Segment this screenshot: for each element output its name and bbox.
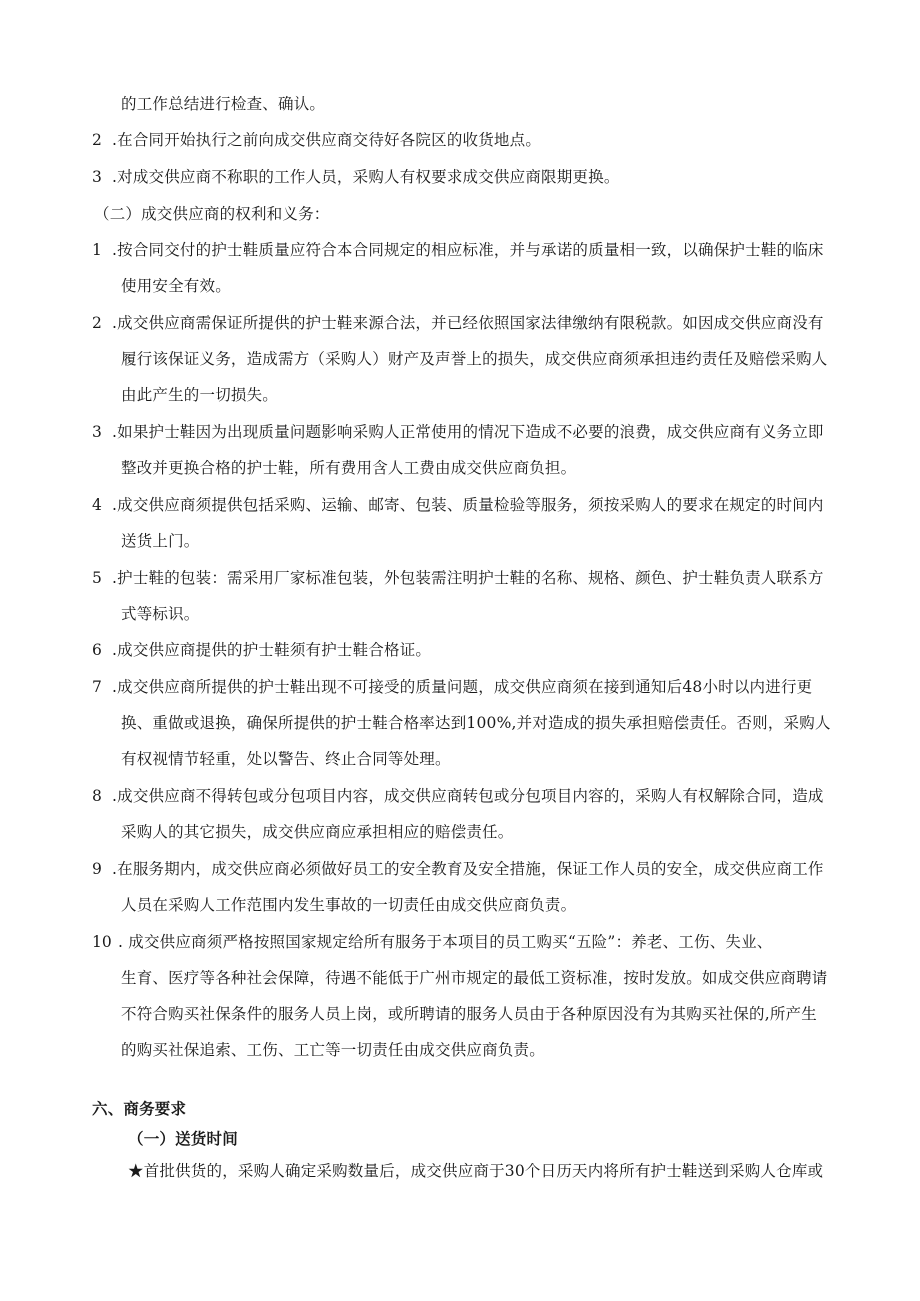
- list-item-continuation: 送货上门。: [121, 532, 200, 550]
- list-item: .成交供应商须提供包括采购、运输、邮寄、包装、质量检验等服务，须按采购人的要求在规定的时间内: [112, 496, 824, 514]
- list-item: .成交供应商所提供的护士鞋出现不可接受的质量问题，成交供应商须在接到通知后48小时以内进行更: [112, 678, 813, 696]
- list-item-continuation: 人员在采购人工作范围内发生事故的一切责任由成交供应商负责。: [121, 896, 577, 914]
- list-item: .如果护士鞋因为出现质量问题影响采购人正常使用的情况下造成不必要的浪费，成交供应商有义务立即: [112, 423, 824, 441]
- item-number: 5: [92, 569, 102, 587]
- list-item: . 成交供应商须严格按照国家规定给所有服务于本项目的员工购买“五险”：养老、工伤、失业、: [118, 933, 773, 951]
- list-item: .在服务期内，成交供应商必须做好员工的安全教育及安全措施，保证工作人员的安全，成交供应商工作: [112, 860, 824, 878]
- list-item-continuation: 采购人的其它损失，成交供应商应承担相应的赔偿责任。: [121, 823, 514, 841]
- list-item-continuation: 有权视情节轻重，处以警告、终止合同等处理。: [121, 750, 451, 768]
- list-item-continuation: 式等标识。: [121, 605, 200, 623]
- list-item-continuation: 生育、医疗等各种社会保障，待遇不能低于广州市规定的最低工资标准，按时发放。如成交供应商聘请: [121, 969, 828, 987]
- item-number: 3: [92, 423, 102, 441]
- item-number: 6: [92, 641, 102, 659]
- list-item-continuation: 的购买社保追索、工伤、工亡等一切责任由成交供应商负责。: [121, 1041, 545, 1059]
- item-number: 2: [92, 131, 102, 149]
- subsection-heading: （一）送货时间: [128, 1130, 238, 1148]
- paragraph: ★首批供货的，采购人确定采购数量后，成交供应商于30个日历天内将所有护士鞋送到采购人仓库或: [128, 1162, 824, 1180]
- intro-line: 的工作总结进行检查、确认。: [121, 95, 326, 113]
- section-heading: （二）成交供应商的权利和义务：: [94, 205, 330, 223]
- list-item: .成交供应商不得转包或分包项目内容，成交供应商转包或分包项目内容的，采购人有权解除合同，造成: [112, 787, 824, 805]
- item-number: 7: [92, 678, 102, 696]
- item-number: 3: [92, 168, 102, 186]
- item-number: 8: [92, 787, 102, 805]
- list-item: .在合同开始执行之前向成交供应商交待好各院区的收货地点。: [112, 131, 542, 149]
- list-item-continuation: 换、重做或退换，确保所提供的护士鞋合格率达到100%,并对造成的损失承担赔偿责任。否则，采购人: [121, 714, 831, 732]
- list-item-continuation: 整改并更换合格的护士鞋，所有费用含人工费由成交供应商负担。: [121, 459, 577, 477]
- list-item-continuation: 由此产生的一切损失。: [121, 386, 279, 404]
- list-item: .成交供应商需保证所提供的护士鞋来源合法，并已经依照国家法律缴纳有限税款。如因成交供应商没有: [112, 314, 824, 332]
- item-number: 2: [92, 314, 102, 332]
- list-item-continuation: 履行该保证义务，造成需方（采购人）财产及声誉上的损失，成交供应商须承担违约责任及赔偿采购人: [121, 350, 828, 368]
- list-item-continuation: 不符合购买社保条件的服务人员上岗，或所聘请的服务人员由于各种原因没有为其购买社保的,所产生: [121, 1005, 817, 1023]
- item-number: 10: [92, 933, 112, 951]
- list-item: .成交供应商提供的护士鞋须有护士鞋合格证。: [112, 641, 432, 659]
- list-item: .护士鞋的包装：需采用厂家标准包装，外包装需注明护士鞋的名称、规格、颜色、护士鞋负责人联系方: [112, 569, 824, 587]
- item-number: 9: [92, 860, 102, 878]
- section-heading: 六、商务要求: [92, 1100, 187, 1118]
- list-item: .按合同交付的护士鞋质量应符合本合同规定的相应标准，并与承诺的质量相一致，以确保护士鞋的临床: [112, 241, 824, 259]
- item-number: 1: [92, 241, 102, 259]
- item-number: 4: [92, 496, 102, 514]
- list-item: .对成交供应商不称职的工作人员，采购人有权要求成交供应商限期更换。: [112, 168, 620, 186]
- list-item-continuation: 使用安全有效。: [121, 277, 231, 295]
